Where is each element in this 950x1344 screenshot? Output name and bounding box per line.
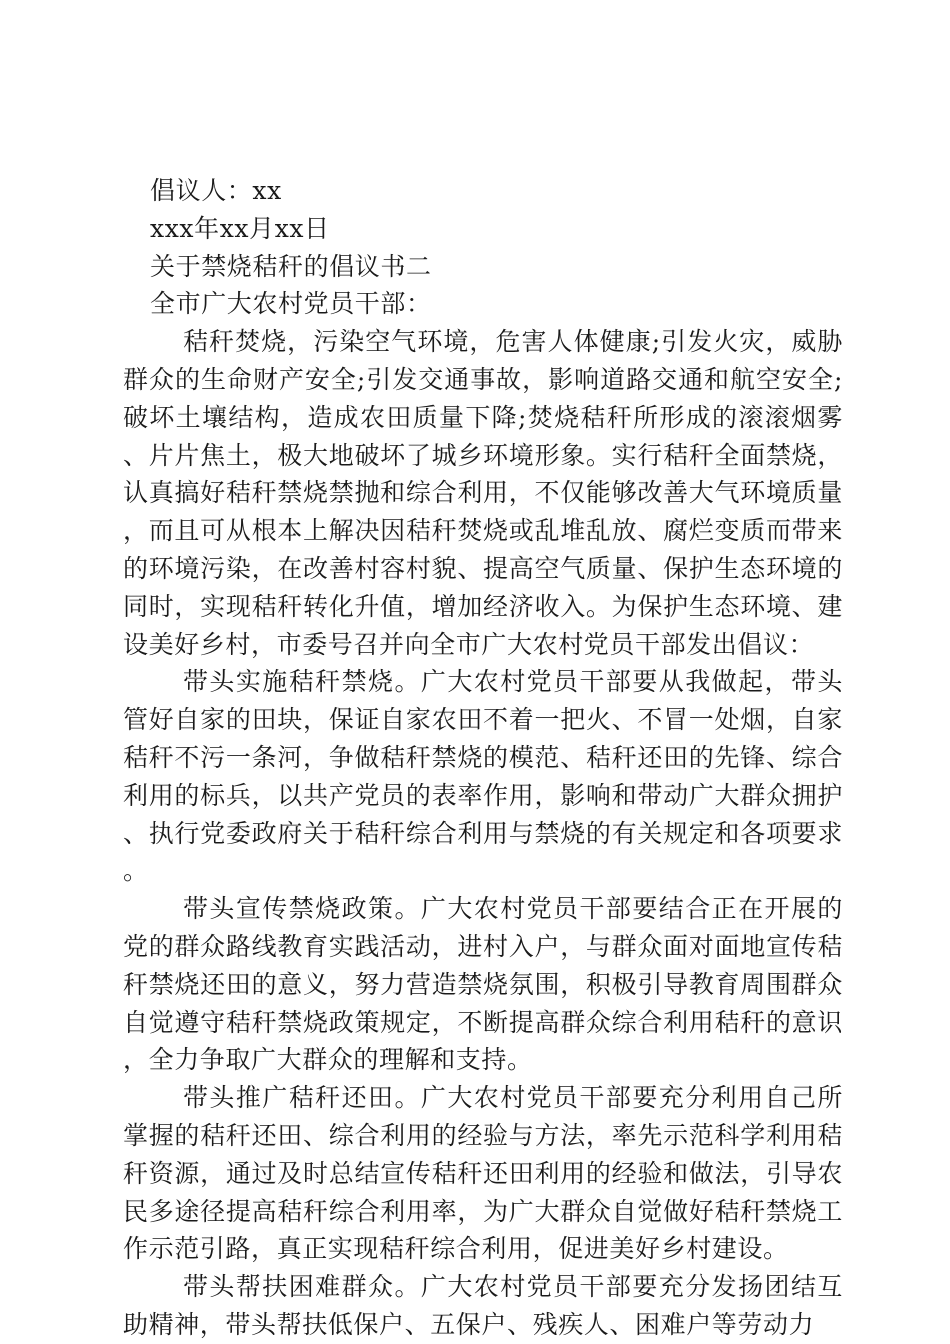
paragraph-implement-ban: 带头实施秸秆禁烧。广大农村党员干部要从我做起，带头管好自家的田块，保证自家农田不着一把火、不冒一处烟，自家秸秆不污一条河，争做秸秆禁烧的模范、秸秆还田的先锋、综合利用的标兵，以共产党员的表率作用，影响和带动广大群众拥护、执行党委政府关于秸秆综合利用与禁烧的有关规定和各项要求。 xyxy=(123,667,843,886)
salutation: 全市广大农村党员干部： xyxy=(150,289,432,319)
date-line: xxx年xx月xx日 xyxy=(150,213,330,243)
document-body xyxy=(123,172,843,1344)
document-title: 关于禁烧秸秆的倡议书二 xyxy=(150,251,432,281)
paragraph-straw-return: 带头推广秸秆还田。广大农村党员干部要充分利用自己所掌握的秸秆还田、综合利用的经验与方法，率先示范科学利用秸秆资源，通过及时总结宣传秸秆还田利用的经验和做法，引导农民多途径提高秸秆综合利用率，为广大群众自觉做好秸秆禁烧工作示范引路，真正实现秸秆综合利用，促进美好乡村建设。 xyxy=(123,1083,843,1264)
initiator-line: 倡议人：xx xyxy=(150,176,282,205)
paragraph-promote-policy: 带头宣传禁烧政策。广大农村党员干部要结合正在开展的党的群众路线教育实践活动，进村入户，与群众面对面地宣传秸秆禁烧还田的意义，努力营造禁烧氛围，积极引导教育周围群众自觉遵守秸秆禁烧政策规定，不断提高群众综合利用秸秆的意识，全力争取广大群众的理解和支持。 xyxy=(123,894,843,1075)
paragraph-intro: 秸秆焚烧，污染空气环境，危害人体健康;引发火灾，威胁群众的生命财产安全;引发交通事故，影响道路交通和航空安全;破坏土壤结构，造成农田质量下降;焚烧秸秆所形成的滚滚烟雾、片片焦土，极大地破坏了城乡环境形象。实行秸秆全面禁烧，认真搞好秸秆禁烧禁抛和综合利用，不仅能够改善大气环境质量，而且可从根本上解决因秸秆焚烧或乱堆乱放、腐烂变质而带来的环境污染，在改善村容村貌、提高空气质量、保护生态环境的同时，实现秸秆转化升值，增加经济收入。为保护生态环境、建设美好乡村，市委号召并向全市广大农村党员干部发出倡议： xyxy=(123,327,843,659)
paragraph-help-needy: 带头帮扶困难群众。广大农村党员干部要充分发扬团结互助精神，带头帮扶低保户、五保户、残疾人、困难户等劳动力 xyxy=(123,1272,843,1339)
